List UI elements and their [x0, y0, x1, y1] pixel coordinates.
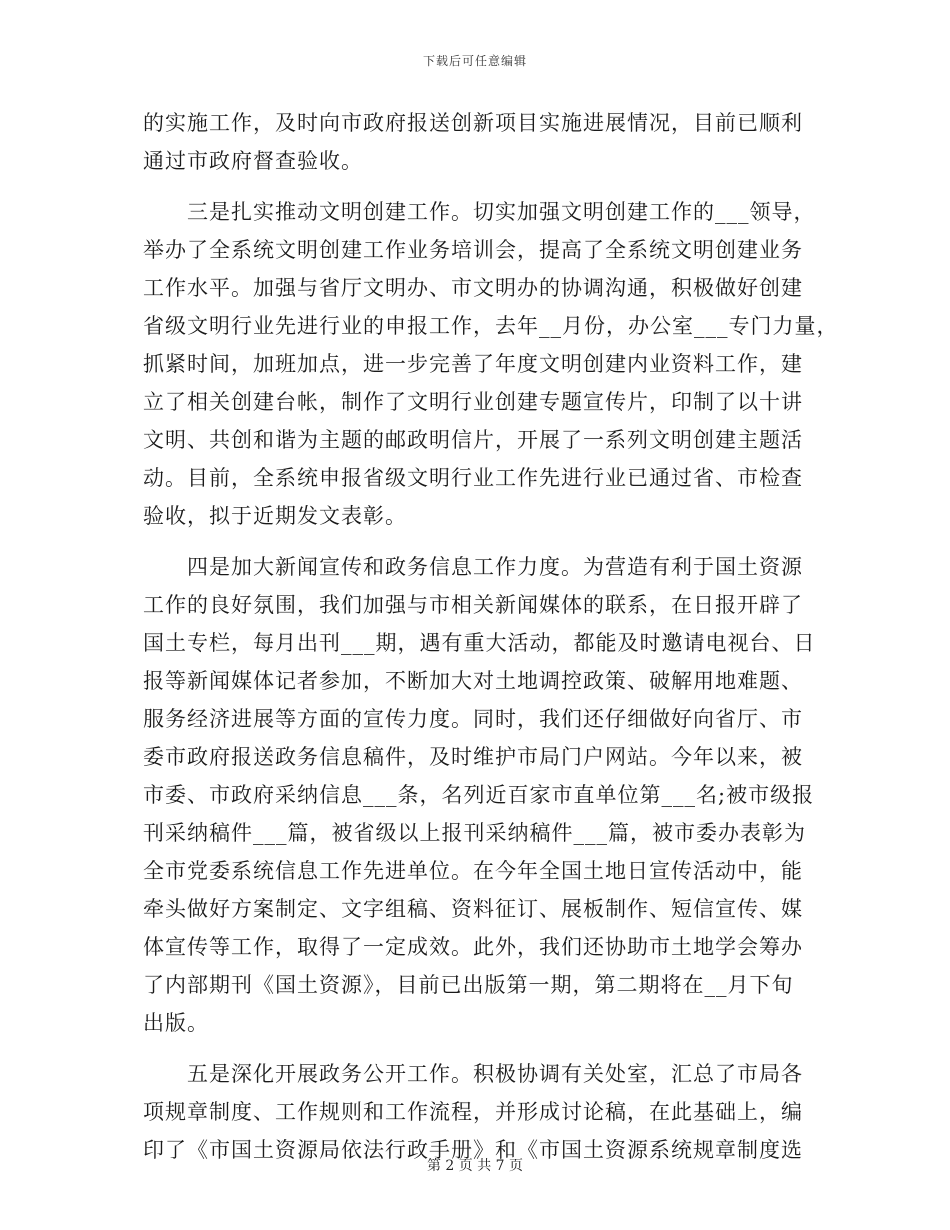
text-line: 工作水平。加强与省厅文明办、市文明办的协调沟通，积极做好创建 — [143, 276, 803, 300]
text-line: 三是扎实推动文明创建工作。切实加强文明创建工作的___领导， — [143, 200, 816, 224]
text-line: 了内部期刊《国土资源》，目前已出版第一期，第二期将在__月下旬 — [143, 973, 794, 997]
text-line: 报等新闻媒体记者参加，不断加大对土地调控政策、破解用地难题、 — [143, 669, 803, 693]
document-body — [143, 104, 839, 1169]
text-line: 验收，拟于近期发文表彰。 — [143, 504, 407, 528]
paragraph-gap — [143, 535, 823, 548]
page-number: 第 2 页 共 7 页 — [426, 1158, 524, 1174]
text-line: 抓紧时间，加班加点，进一步完善了年度文明创建内业资料工作，建 — [143, 352, 803, 376]
text-line: 体宣传等工作，取得了一定成效。此外，我们还协助市土地学会筹办 — [143, 935, 803, 959]
text-line: 服务经济进展等方面的宣传力度。同时，我们还仔细做好向省厅、市 — [143, 707, 803, 731]
text-line: 印了《市国土资源局依法行政手册》和《市国土资源系统规章制度选 — [143, 1138, 803, 1162]
text-line: 工作的良好氛围，我们加强与市相关新闻媒体的联系，在日报开辟了 — [143, 593, 803, 617]
text-line: 国土专栏，每月出刊___期，遇有重大活动，都能及时邀请电视台、日 — [143, 631, 816, 655]
text-line: 出版。 — [143, 1011, 209, 1035]
paragraph-gap — [143, 180, 823, 193]
text-line: 五是深化开展政务公开工作。积极协调有关处室，汇总了市局各 — [143, 1062, 803, 1086]
text-line: 动。目前，全系统申报省级文明行业工作先进行业已通过省、市检查 — [143, 466, 803, 490]
page-header-note: 下载后可任意编辑 — [422, 54, 527, 68]
text-line: 全市党委系统信息工作先进单位。在今年全国土地日宣传活动中，能 — [143, 859, 803, 883]
text-line: 文明、共创和谐为主题的邮政明信片，开展了一系列文明创建主题活 — [143, 428, 803, 452]
text-line: 四是加大新闻宣传和政务信息工作力度。为营造有利于国土资源 — [143, 555, 803, 579]
text-line: 委市政府报送政务信息稿件，及时维护市局门户网站。今年以来，被 — [143, 745, 803, 769]
text-line: 立了相关创建台帐，制作了文明行业创建专题宣传片，印制了以十讲 — [143, 390, 803, 414]
text-line: 举办了全系统文明创建工作业务培训会，提高了全系统文明创建业务 — [143, 238, 803, 262]
paragraph-gap — [143, 1042, 823, 1055]
text-line: 项规章制度、工作规则和工作流程，并形成讨论稿，在此基础上，编 — [143, 1100, 803, 1124]
text-line: 牵头做好方案制定、文字组稿、资料征订、展板制作、短信宣传、媒 — [143, 897, 803, 921]
text-line: 市委、市政府采纳信息___条，名列近百家市直单位第___名;被市级报 — [143, 783, 815, 807]
text-line: 刊采纳稿件___篇，被省级以上报刊采纳稿件___篇，被市委办表彰为 — [143, 821, 806, 845]
text-line: 的实施工作，及时向市政府报送创新项目实施进展情况，目前已顺利 — [143, 111, 803, 135]
text-line: 通过市政府督查验收。 — [143, 149, 363, 173]
text-line: 省级文明行业先进行业的申报工作，去年__月份，办公室___专门力量， — [143, 314, 839, 338]
